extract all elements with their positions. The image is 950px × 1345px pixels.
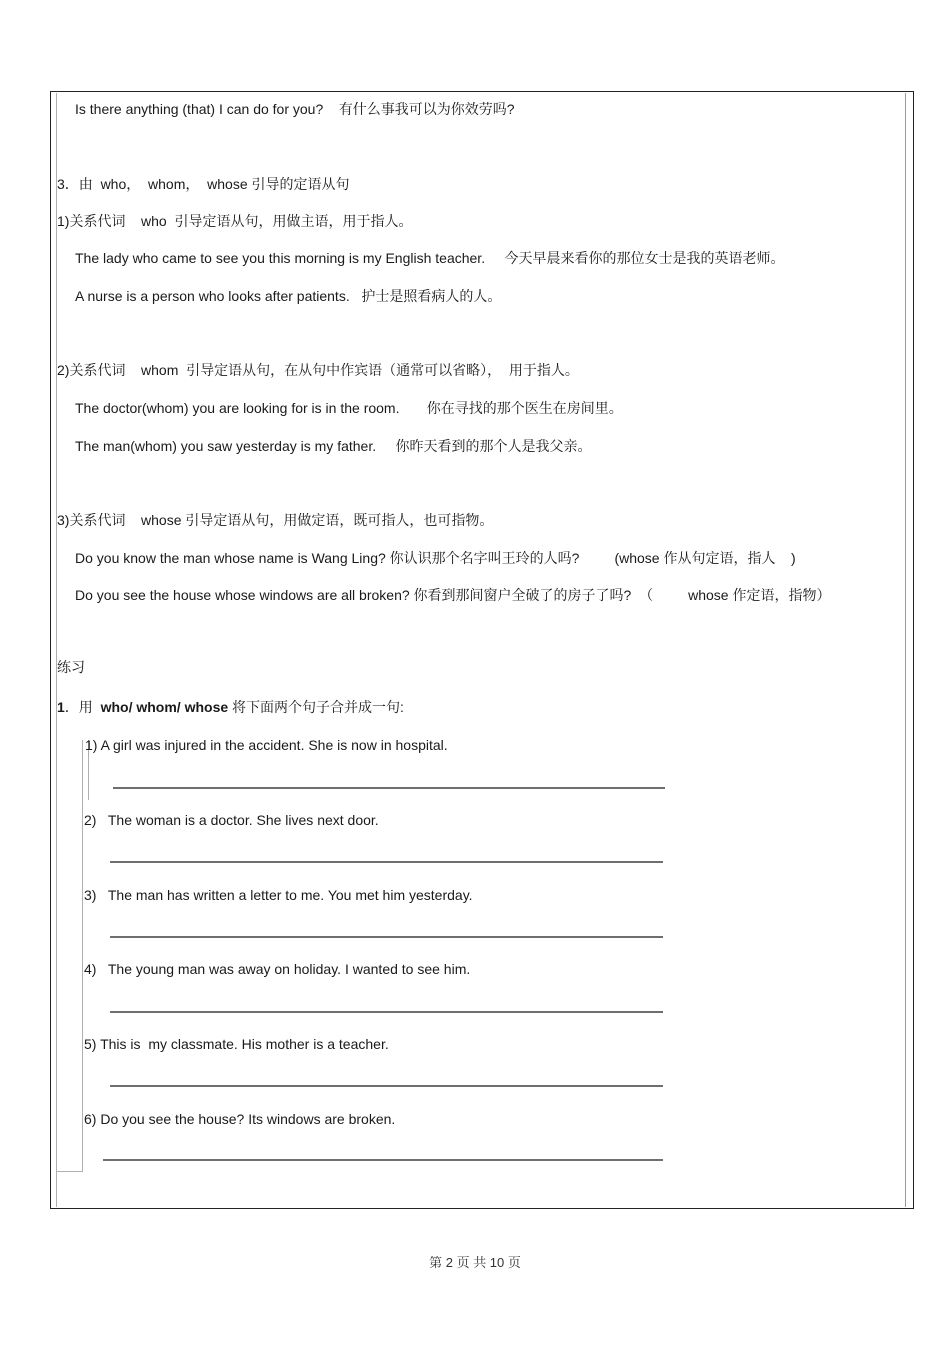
exercise-item-5: 5) This is my classmate. His mother is a teacher. [84,1036,389,1052]
answer-line-6[interactable] [103,1159,663,1161]
who-example-2: A nurse is a person who looks after patients. 护士是照看病人的人。 [75,288,502,304]
exercise-item-4: 4) The young man was away on holiday. I wanted to see him. [84,961,471,977]
answer-line-2[interactable] [110,861,663,863]
whose-rule: 3)关系代词 whose 引导定语从句，用做定语，既可指人，也可指物。 [57,512,494,528]
question-1-instruction [57,698,404,716]
exercise-item-1: 1) A girl was injured in the accident. She is now in hospital. [85,737,448,753]
answer-line-3[interactable] [110,936,663,938]
frame-inner-border [905,93,906,1207]
answer-line-1[interactable] [113,787,665,789]
question-number: 1 [57,699,65,715]
page-footer: 第 2 页 共 10 页 [429,1255,521,1270]
exercise-item-6: 6) Do you see the house? Its windows are broken. [84,1111,396,1127]
answer-box-bottom-line [56,1171,83,1172]
left-guide-line [56,93,57,1207]
practice-title: 练习 [57,659,85,675]
who-rule: 1)关系代词 who 引导定语从句，用做主语，用于指人。 [57,213,413,229]
intro-sentence: Is there anything (that) I can do for you? 有什么事我可以为你效劳吗? [75,101,515,117]
whose-example-1: Do you know the man whose name is Wang Ling? 你认识那个名字叫王玲的人吗? (whose 作从句定语，指人 ) [75,550,796,566]
exercise-item-2: 2) The woman is a doctor. She lives next door. [84,812,379,828]
instruction-suffix: 将下面两个句子合并成一句: [228,699,404,715]
whom-example-1: The doctor(whom) you are looking for is in the room. 你在寻找的那个医生在房间里。 [75,400,623,416]
whom-example-2: The man(whom) you saw yesterday is my father. 你昨天看到的那个人是我父亲。 [75,438,592,454]
answer-line-4[interactable] [110,1011,663,1013]
answer-box-left-line [82,740,83,1172]
instruction-words: who/ whom/ whose [100,699,229,715]
instruction-prefix: ．用 [64,699,101,715]
exercise-item-3: 3) The man has written a letter to me. You met him yesterday. [84,887,473,903]
who-example-1: The lady who came to see you this morning is my English teacher. 今天早晨来看你的那位女士是我的英语老师。 [75,250,785,266]
whom-rule: 2)关系代词 whom 引导定语从句，在从句中作宾语（通常可以省略）， 用于指人。 [57,362,579,378]
section-3-title: 3．由 who， whom， whose 引导的定语从句 [57,176,350,192]
answer-line-5[interactable] [110,1085,663,1087]
whose-example-2: Do you see the house whose windows are all broken? 你看到那间窗户全破了的房子了吗? （ whose 作定语，指物） [75,587,831,603]
